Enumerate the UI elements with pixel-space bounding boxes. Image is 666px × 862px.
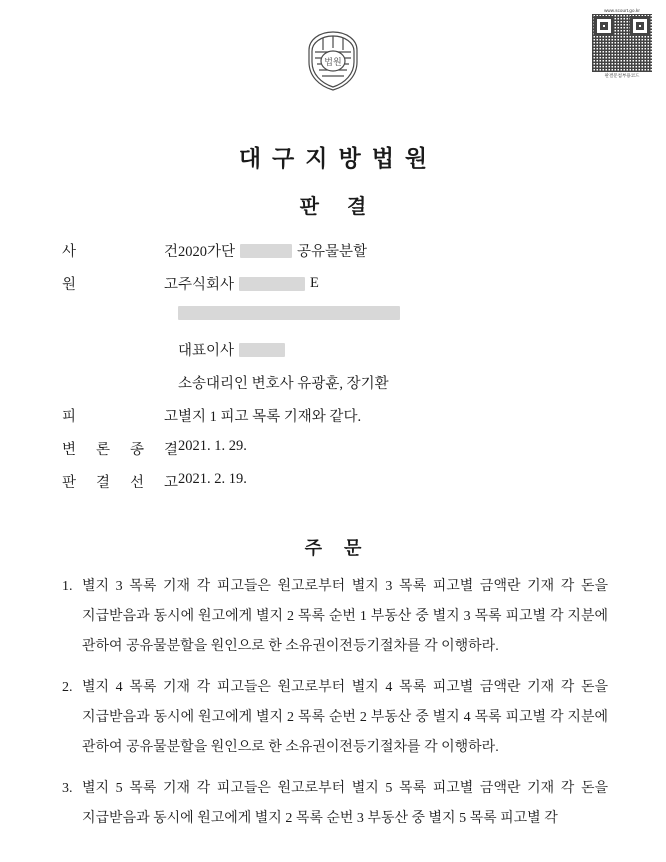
meta-label-judgment-date xyxy=(62,471,178,492)
meta-label-closing-date xyxy=(62,438,178,459)
meta-value-plaintiff-address xyxy=(178,306,604,320)
representative-title: 대표이사 xyxy=(178,343,235,359)
qr-caption: 판결문첨부용코드 xyxy=(604,73,640,78)
redacted-block xyxy=(239,343,285,357)
label-char: 변 xyxy=(62,442,77,458)
svg-text:법원: 법원 xyxy=(324,57,342,67)
meta-value-judgment-date: 2021. 2. 19. xyxy=(178,471,247,487)
section-title-order: 주문 xyxy=(304,538,384,558)
meta-row xyxy=(62,273,604,295)
court-website-url: www.scourt.go.kr xyxy=(604,8,640,13)
meta-value-representative xyxy=(178,339,604,360)
label-char: 원 xyxy=(62,277,77,293)
label-char: 선 xyxy=(129,475,144,491)
meta-row xyxy=(62,339,604,361)
meta-value-defendant: 별지 1 피고 목록 기재와 같다. xyxy=(178,409,362,425)
case-subject: 공유물분할 xyxy=(297,244,368,260)
label-char: 종 xyxy=(129,442,144,458)
item-number: 3. xyxy=(62,781,73,796)
label-char: 판 xyxy=(62,475,77,491)
meta-label-plaintiff xyxy=(62,273,178,294)
meta-row xyxy=(62,438,604,460)
meta-label-defendant xyxy=(62,405,178,426)
label-char: 고 xyxy=(163,277,178,293)
label-char: 피 xyxy=(62,409,77,425)
label-char: 건 xyxy=(163,244,178,260)
label-char: 론 xyxy=(95,442,110,458)
meta-row xyxy=(62,405,604,427)
case-meta-block xyxy=(62,240,604,504)
meta-value-attorneys: 소송대리인 변호사 유광훈, 장기환 xyxy=(178,376,389,392)
item-text: 별지 5 목록 기재 각 피고들은 원고로부터 별지 5 목록 피고별 금액란 기재 각 돈을 지급받음과 동시에 원고에게 별지 2 목록 순번 3 부동산 중 별지 5 목록 피고별 각 xyxy=(82,781,608,826)
label-char: 고 xyxy=(163,409,178,425)
redacted-block xyxy=(178,306,400,320)
meta-value-case xyxy=(178,240,604,261)
list-item xyxy=(62,673,608,763)
meta-value-closing-date: 2021. 1. 29. xyxy=(178,438,247,454)
item-text: 별지 4 목록 기재 각 피고들은 원고로부터 별지 4 목록 피고별 금액란 기재 각 돈을 지급받음과 동시에 원고에게 별지 2 목록 순번 2 부동산 중 별지 4 목록 피고별 각 지분에 관하여 공유물분할을 원인으로 한 소유권이전등기절차를 각 이행하라. xyxy=(82,680,608,755)
case-number-prefix: 2020가단 xyxy=(178,244,236,260)
label-char: 사 xyxy=(62,244,77,260)
redacted-block xyxy=(240,244,292,258)
order-items-list xyxy=(62,572,608,845)
list-item xyxy=(62,572,608,662)
document-type: 판결 xyxy=(299,196,395,218)
meta-row xyxy=(62,372,604,394)
label-char: 결 xyxy=(163,442,178,458)
item-text: 별지 3 목록 기재 각 피고들은 원고로부터 별지 3 목록 피고별 금액란 기재 각 돈을 지급받음과 동시에 원고에게 별지 2 목록 순번 1 부동산 중 별지 3 목록 피고별 각 지분에 관하여 공유물분할을 원인으로 한 소유권이전등기절차를 각 이행하라. xyxy=(82,579,608,654)
meta-label-case xyxy=(62,240,178,261)
meta-row xyxy=(62,240,604,262)
item-number: 1. xyxy=(62,579,73,594)
list-item xyxy=(62,774,608,834)
label-char: 고 xyxy=(163,475,178,491)
redacted-block xyxy=(239,277,305,291)
court-emblem xyxy=(0,28,666,99)
meta-row xyxy=(62,471,604,493)
item-number: 2. xyxy=(62,680,73,695)
plaintiff-company-suffix: E xyxy=(310,275,319,291)
court-name: 대구지방법원 xyxy=(238,146,439,171)
meta-row xyxy=(62,306,604,328)
plaintiff-company-prefix: 주식회사 xyxy=(178,277,235,293)
label-char: 결 xyxy=(95,475,110,491)
meta-value-plaintiff xyxy=(178,273,604,294)
